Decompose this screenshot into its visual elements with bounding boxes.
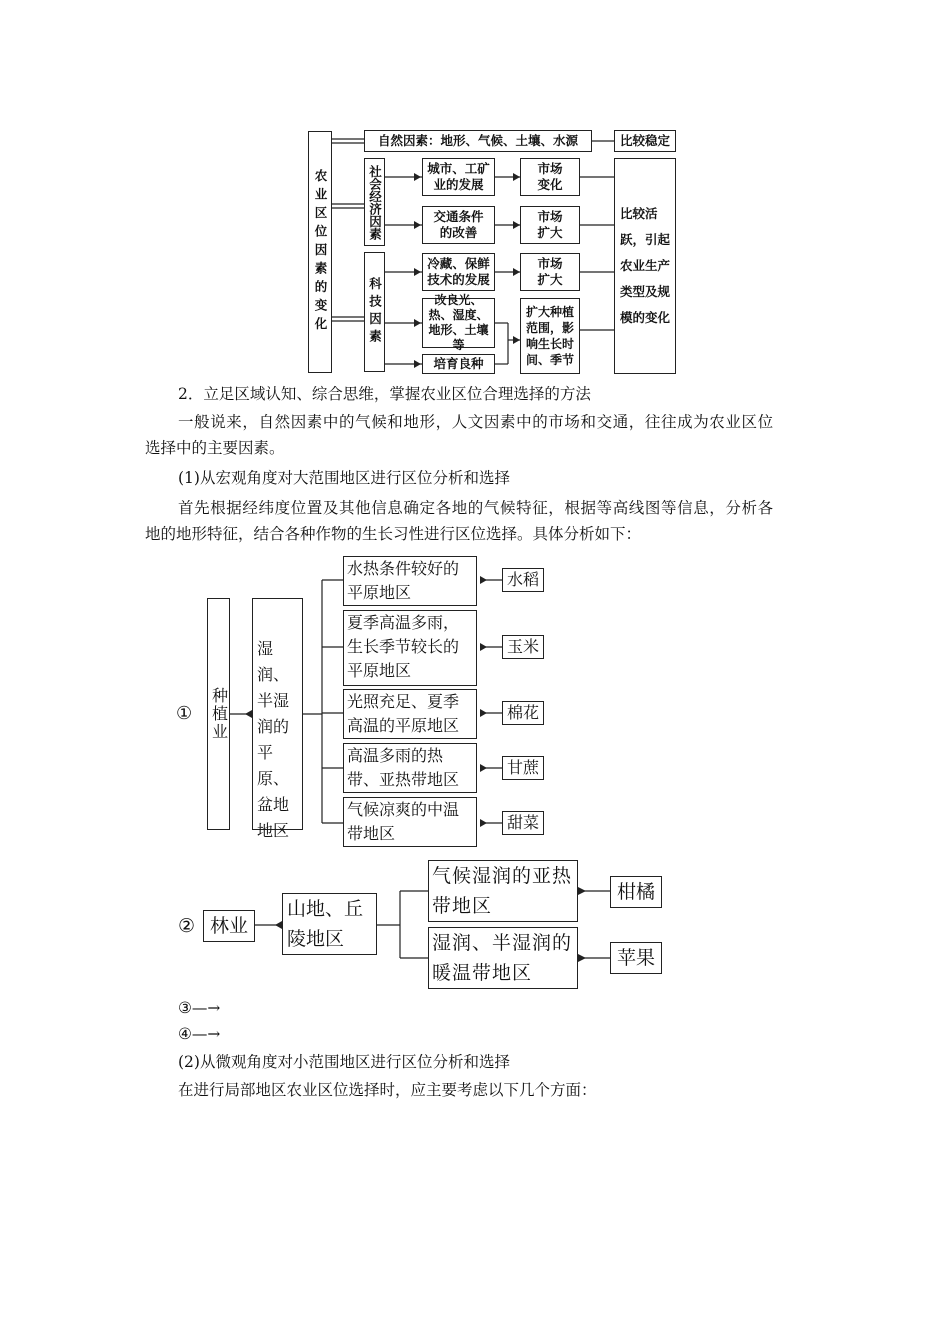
planting-industry-label: 种植业 (209, 687, 229, 741)
paragraph-macro-line1: 首先根据经纬度位置及其他信息确定各地的气候特征，根据等高线图等信息，分析各 (178, 499, 774, 517)
expand-range-label: 扩大种植范围，影响生长时间、季节 (525, 305, 574, 367)
corn-condition-label: 夏季高温多雨，生长季节较长的平原地区 (347, 613, 460, 680)
paragraph-main-factors-line1: 一般说来，自然因素中的气候和地形，人文因素中的市场和交通，往往成为农业区位 (178, 413, 774, 431)
sugarcane-condition-label: 高温多雨的热带、亚热带地区 (347, 746, 460, 789)
forestry-region-box (282, 893, 377, 955)
crop-sugarcane-label: 甘蔗 (506, 758, 539, 777)
improve-label: 改良光、热、湿度、地形、土壤等 (428, 293, 489, 352)
forestry-region-label: 山地、丘陵地区 (287, 898, 364, 950)
item-four: ④—→ (178, 1025, 221, 1043)
social-factor-label: 社会经济因素 (367, 164, 383, 240)
natural-factor-label: 自然因素：地形、气候、土壤、水源 (377, 133, 578, 148)
planting-region-label: 湿润、半湿润的平原、盆地地区 (257, 639, 290, 840)
cold-storage-label: 冷藏、保鲜技术的发展 (427, 256, 490, 287)
crop-sugarbeet-label: 甜菜 (506, 813, 539, 832)
crop-citrus-box (610, 876, 662, 908)
subheading-micro: (2)从微观角度对小范围地区进行区位分析和选择 (178, 1053, 510, 1071)
crop-apple-label: 苹果 (616, 947, 655, 969)
city-label: 城市、工矿业的发展 (427, 161, 490, 192)
sugarbeet-condition-label: 气候凉爽的中温带地区 (347, 800, 460, 843)
crop-rice-label: 水稻 (506, 570, 539, 589)
breed-label: 培育良种 (433, 356, 484, 371)
paragraph-macro-line2: 地的地形特征，结合各种作物的生长习性进行区位选择。具体分析如下： (145, 525, 642, 543)
subheading-macro: (1)从宏观角度对大范围地区进行区位分析和选择 (178, 469, 510, 487)
paragraph-main-factors-line2: 选择中的主要因素。 (145, 439, 285, 457)
market-expand-label-1: 市场扩大 (537, 209, 563, 240)
heading-method: 2．立足区域认知、综合思维，掌握农业区位合理选择的方法 (178, 385, 591, 403)
apple-condition-label: 湿润、半湿润的暖温带地区 (432, 932, 573, 984)
forestry-industry-label: 林业 (209, 915, 248, 937)
crop-apple-box (610, 942, 662, 974)
citrus-condition-box (428, 860, 578, 922)
item-three: ③—→ (178, 999, 221, 1017)
market-expand-label-2: 市场扩大 (537, 256, 563, 287)
market-change-label: 市场变化 (537, 161, 563, 192)
crop-corn-label: 玉米 (506, 637, 539, 656)
cotton-condition-label: 光照充足、夏季高温的平原地区 (347, 692, 460, 735)
citrus-condition-label: 气候湿润的亚热带地区 (432, 865, 573, 917)
diagram2-number: ① (176, 703, 193, 724)
forestry-industry-box (203, 910, 255, 942)
crop-cotton-label: 棉花 (506, 703, 539, 722)
apple-condition-box (428, 927, 578, 989)
traffic-label: 交通条件的改善 (433, 209, 484, 240)
tech-factor-label: 科技因素 (367, 277, 383, 347)
crop-citrus-label: 柑橘 (616, 881, 655, 903)
diagram3-number: ② (178, 915, 196, 937)
diagram1-root-label: 农业区位因素的变化 (313, 168, 328, 336)
rice-condition-label: 水热条件较好的平原地区 (347, 559, 460, 602)
stable-label: 比较稳定 (619, 133, 670, 148)
active-label: 比较活跃，引起农业生产类型及规模的变化 (620, 206, 671, 325)
paragraph-micro: 在进行局部地区农业区位选择时，应主要考虑以下几个方面： (178, 1081, 597, 1099)
